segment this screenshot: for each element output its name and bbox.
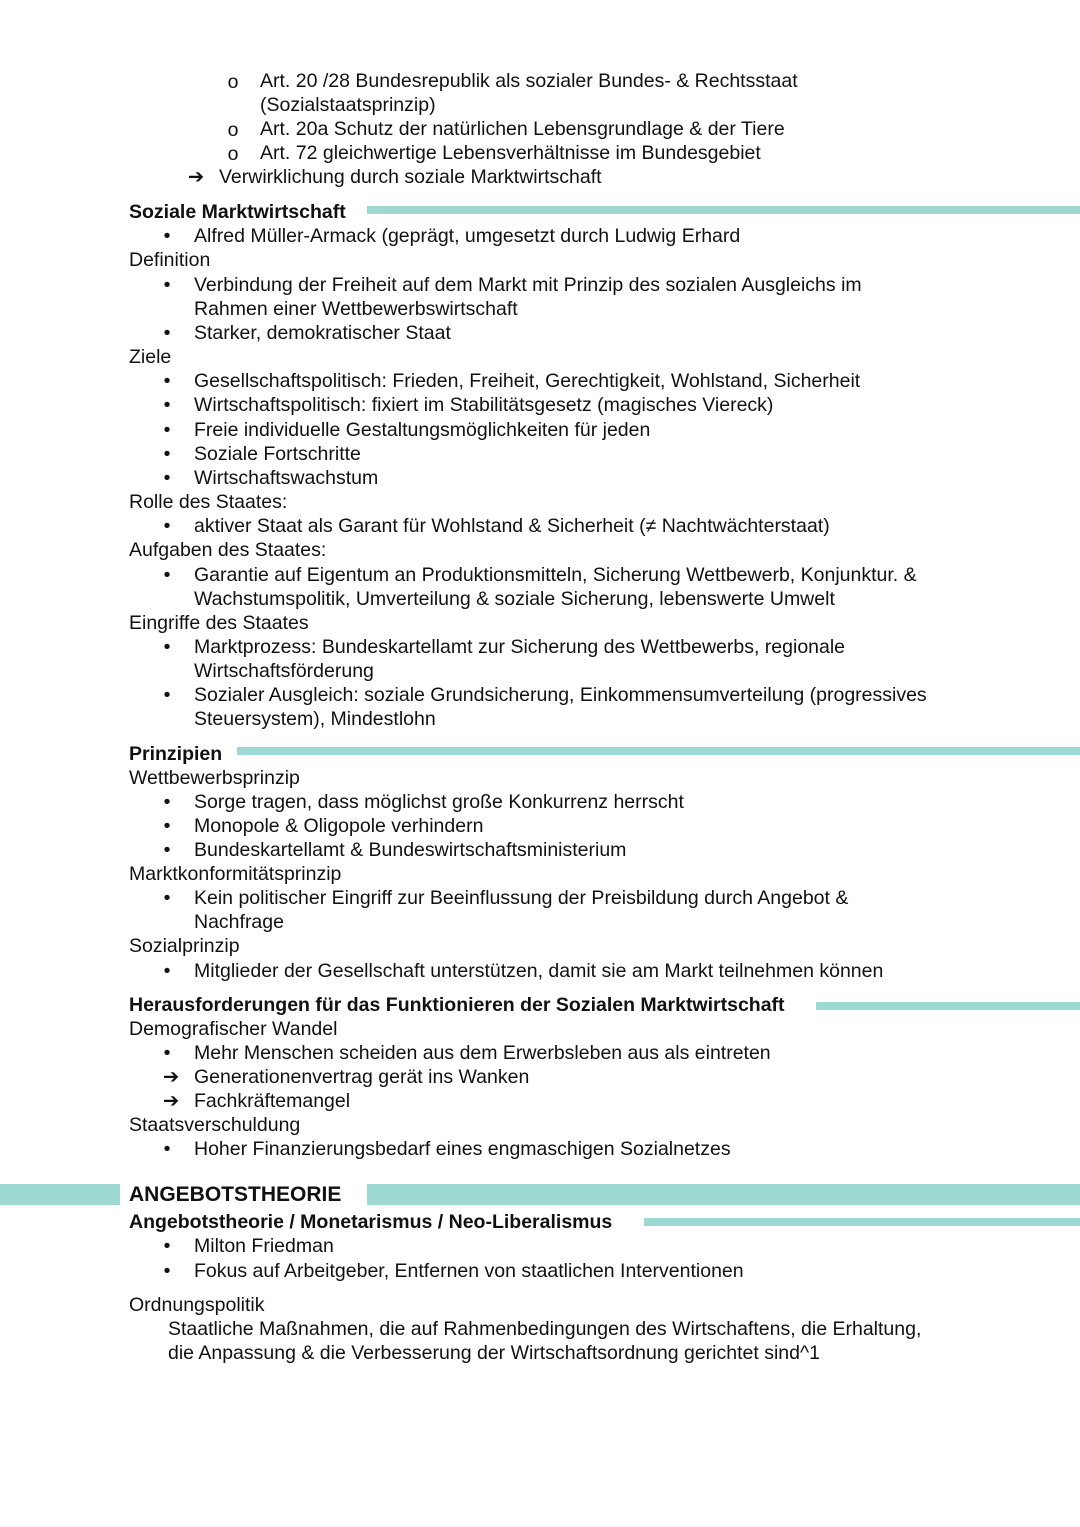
list-item: Freie individuelle Gestaltungsmöglichkeiten für jeden bbox=[194, 419, 651, 441]
bullet-icon: • bbox=[163, 839, 171, 861]
subheading-rolle: Rolle des Staates: bbox=[129, 491, 288, 513]
bullet-icon: • bbox=[163, 684, 171, 706]
circle-bullet-icon: o bbox=[227, 71, 239, 93]
subheading-eingriffe: Eingriffe des Staates bbox=[129, 612, 309, 634]
subheading-demografischer-wandel: Demografischer Wandel bbox=[129, 1018, 338, 1040]
list-item: aktiver Staat als Garant für Wohlstand & Sicherheit (≠ Nachtwächterstaat) bbox=[194, 515, 830, 537]
list-item: Bundeskartellamt & Bundeswirtschaftsministerium bbox=[194, 839, 627, 861]
list-item: Alfred Müller-Armack (geprägt, umgesetzt durch Ludwig Erhard bbox=[194, 225, 741, 247]
subheading-ziele: Ziele bbox=[129, 346, 172, 368]
bullet-icon: • bbox=[163, 1138, 171, 1160]
list-item-cont: Nachfrage bbox=[194, 911, 284, 933]
bullet-icon: • bbox=[163, 225, 171, 247]
bullet-icon: • bbox=[163, 370, 171, 392]
bullet-icon: • bbox=[163, 419, 171, 441]
list-item-cont: Rahmen einer Wettbewerbswirtschaft bbox=[194, 298, 518, 320]
bullet-icon: • bbox=[163, 274, 171, 296]
list-item: Hoher Finanzierungsbedarf eines engmaschigen Sozialnetzes bbox=[194, 1138, 731, 1160]
list-item: Mehr Menschen scheiden aus dem Erwerbsleben aus als eintreten bbox=[194, 1042, 771, 1064]
heading-rule bbox=[816, 1002, 1080, 1010]
bullet-icon: • bbox=[163, 564, 171, 586]
bullet-icon: • bbox=[163, 960, 171, 982]
heading-rule bbox=[237, 747, 1080, 755]
subheading-sozialprinzip: Sozialprinzip bbox=[129, 935, 240, 957]
subheading-ordnungspolitik: Ordnungspolitik bbox=[129, 1294, 265, 1316]
arrow-item: Fachkräftemangel bbox=[194, 1090, 351, 1112]
bullet-icon: • bbox=[163, 887, 171, 909]
arrow-item-verwirklichung: Verwirklichung durch soziale Marktwirtschaft bbox=[219, 166, 602, 188]
list-item: Sozialer Ausgleich: soziale Grundsicherung, Einkommensumverteilung (progressives bbox=[194, 684, 927, 706]
paragraph-line: die Anpassung & die Verbesserung der Wirtschaftsordnung gerichtet sind^1 bbox=[168, 1342, 820, 1364]
heading-rule bbox=[367, 206, 1080, 214]
list-item: Kein politischer Eingriff zur Beeinflussung der Preisbildung durch Angebot & bbox=[194, 887, 849, 909]
section-bar-right bbox=[367, 1184, 1080, 1205]
subheading-definition: Definition bbox=[129, 249, 211, 271]
paragraph-line: Staatliche Maßnahmen, die auf Rahmenbedingungen des Wirtschaftens, die Erhaltung, bbox=[168, 1318, 922, 1340]
bullet-icon: • bbox=[163, 443, 171, 465]
list-item: Wirtschaftswachstum bbox=[194, 467, 379, 489]
heading-prinzipien: Prinzipien bbox=[129, 743, 223, 765]
list-item-art-20-cont: (Sozialstaatsprinzip) bbox=[260, 94, 436, 116]
circle-bullet-icon: o bbox=[227, 119, 239, 141]
bullet-icon: • bbox=[163, 467, 171, 489]
list-item: Milton Friedman bbox=[194, 1235, 334, 1257]
bullet-icon: • bbox=[163, 394, 171, 416]
bullet-icon: • bbox=[163, 636, 171, 658]
heading-herausforderungen: Herausforderungen für das Funktionieren der Sozialen Marktwirtschaft bbox=[129, 994, 785, 1016]
arrow-item: Generationenvertrag gerät ins Wanken bbox=[194, 1066, 530, 1088]
section-title-angebotstheorie: ANGEBOTSTHEORIE bbox=[129, 1183, 342, 1206]
list-item: Starker, demokratischer Staat bbox=[194, 322, 451, 344]
list-item: Monopole & Oligopole verhindern bbox=[194, 815, 484, 837]
list-item: Marktprozess: Bundeskartellamt zur Sicherung des Wettbewerbs, regionale bbox=[194, 636, 846, 658]
list-item: Sorge tragen, dass möglichst große Konkurrenz herrscht bbox=[194, 791, 684, 813]
list-item-art-20a: Art. 20a Schutz der natürlichen Lebensgrundlage & der Tiere bbox=[260, 118, 785, 140]
list-item-art-72: Art. 72 gleichwertige Lebensverhältnisse im Bundesgebiet bbox=[260, 142, 761, 164]
list-item: Wirtschaftspolitisch: fixiert im Stabilitätsgesetz (magisches Viereck) bbox=[194, 394, 774, 416]
bullet-icon: • bbox=[163, 1042, 171, 1064]
list-item: Garantie auf Eigentum an Produktionsmitteln, Sicherung Wettbewerb, Konjunktur. & bbox=[194, 564, 917, 586]
bullet-icon: • bbox=[163, 815, 171, 837]
bullet-icon: • bbox=[163, 322, 171, 344]
list-item: Fokus auf Arbeitgeber, Entfernen von staatlichen Interventionen bbox=[194, 1260, 744, 1282]
circle-bullet-icon: o bbox=[227, 143, 239, 165]
list-item-art-20: Art. 20 /28 Bundesrepublik als sozialer Bundes- & Rechtsstaat bbox=[260, 70, 798, 92]
subheading-aufgaben: Aufgaben des Staates: bbox=[129, 539, 327, 561]
subheading-marktkonformitaetsprinzip: Marktkonformitätsprinzip bbox=[129, 863, 342, 885]
list-item: Verbindung der Freiheit auf dem Markt mit Prinzip des sozialen Ausgleichs im bbox=[194, 274, 862, 296]
heading-soziale-marktwirtschaft: Soziale Marktwirtschaft bbox=[129, 201, 346, 223]
bullet-icon: • bbox=[163, 791, 171, 813]
list-item-cont: Wirtschaftsförderung bbox=[194, 660, 374, 682]
list-item-cont: Steuersystem), Mindestlohn bbox=[194, 708, 436, 730]
heading-rule bbox=[644, 1218, 1080, 1226]
list-item: Soziale Fortschritte bbox=[194, 443, 361, 465]
list-item: Mitglieder der Gesellschaft unterstützen, damit sie am Markt teilnehmen können bbox=[194, 960, 884, 982]
bullet-icon: • bbox=[163, 515, 171, 537]
arrow-icon: ➔ bbox=[162, 1066, 180, 1088]
arrow-icon: ➔ bbox=[162, 1090, 180, 1112]
list-item: Gesellschaftspolitisch: Frieden, Freiheit, Gerechtigkeit, Wohlstand, Sicherheit bbox=[194, 370, 861, 392]
subheading-wettbewerbsprinzip: Wettbewerbsprinzip bbox=[129, 767, 300, 789]
section-bar-left bbox=[0, 1184, 120, 1205]
list-item-cont: Wachstumspolitik, Umverteilung & soziale Sicherung, lebenswerte Umwelt bbox=[194, 588, 835, 610]
heading-angebotstheorie-monetarismus: Angebotstheorie / Monetarismus / Neo-Liberalismus bbox=[129, 1211, 613, 1233]
arrow-icon: ➔ bbox=[187, 166, 205, 188]
bullet-icon: • bbox=[163, 1235, 171, 1257]
bullet-icon: • bbox=[163, 1260, 171, 1282]
subheading-staatsverschuldung: Staatsverschuldung bbox=[129, 1114, 301, 1136]
